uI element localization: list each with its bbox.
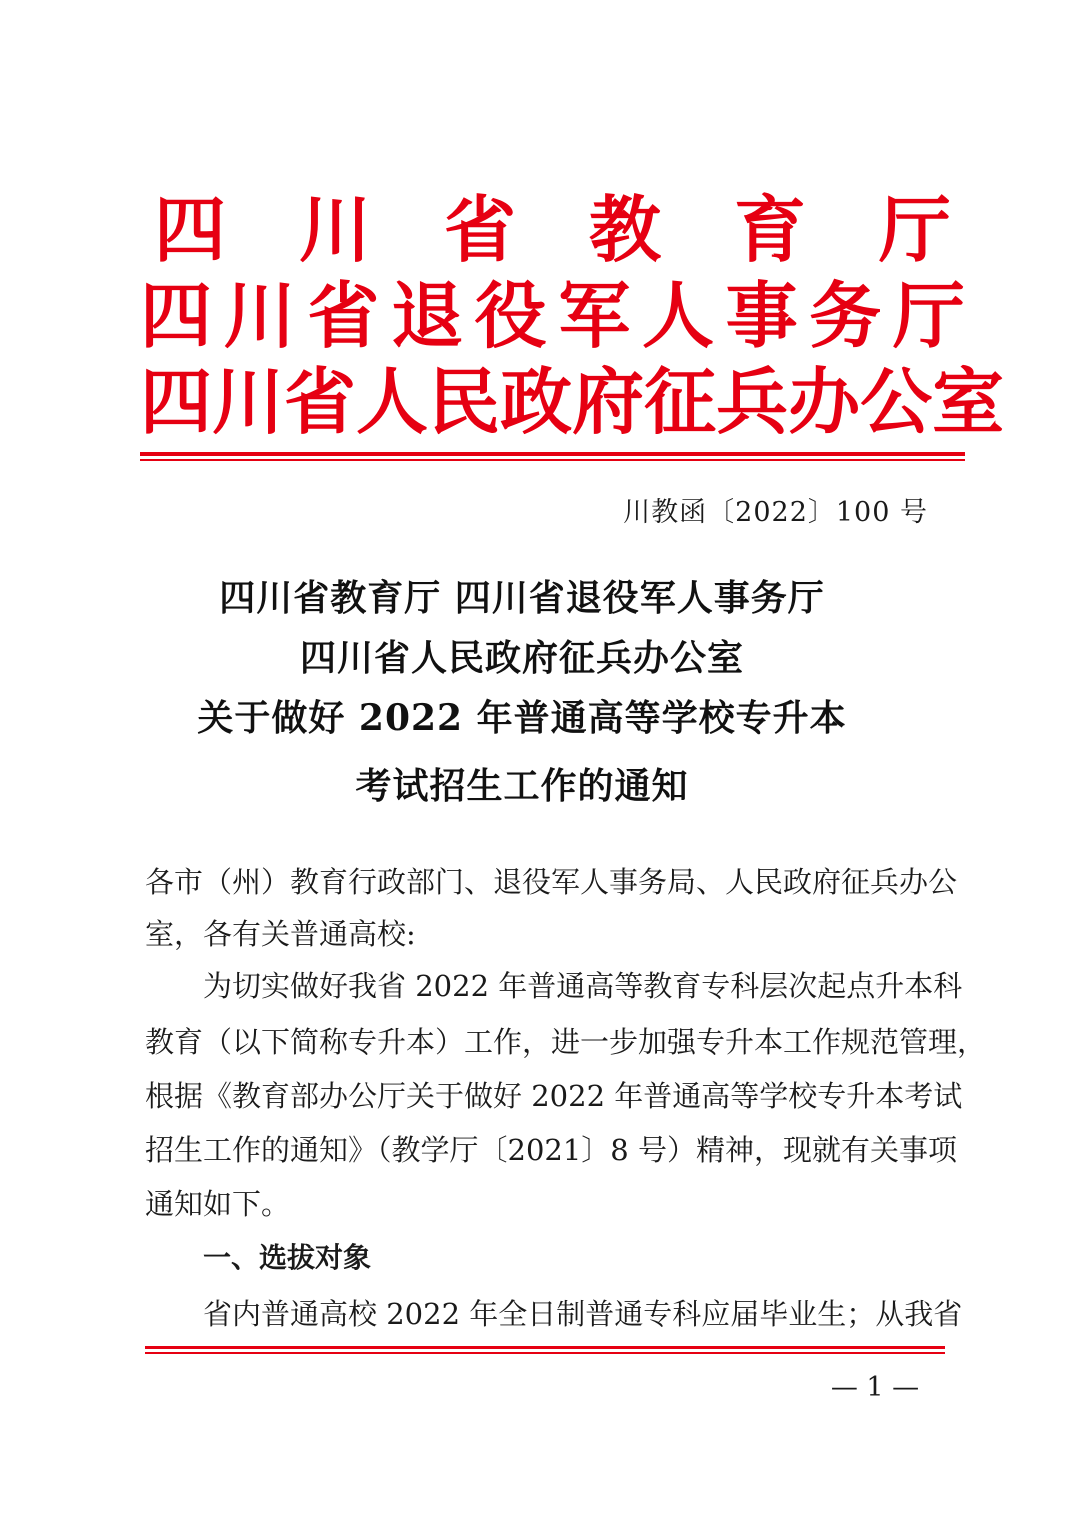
letterhead-char: 室 <box>932 360 1005 444</box>
letterhead-char: 厅 <box>878 188 951 272</box>
letterhead-char: 川 <box>212 360 285 444</box>
letterhead-char: 厅 <box>892 274 965 358</box>
letterhead-char: 人 <box>641 274 714 358</box>
letterhead-char: 军 <box>558 274 631 358</box>
letterhead-divider-thin <box>140 459 965 461</box>
letterhead-char: 公 <box>860 360 933 444</box>
body-text-line: 招生工作的通知》（教学厅〔2021〕8 号）精神，现就有关事项 <box>145 1133 957 1167</box>
title-line-1: 四川省教育厅 四川省退役军人事务厅 <box>219 577 825 619</box>
body-text-line: 为切实做好我省 2022 年普通高等教育专科层次起点升本科 <box>203 969 963 1003</box>
body-text-line: 教育（以下简称专升本）工作，进一步加强专升本工作规范管理， <box>145 1025 987 1059</box>
letterhead-line-1 <box>140 188 965 272</box>
letterhead-char: 办 <box>788 360 861 444</box>
letterhead-line-3 <box>140 360 1005 444</box>
document-number: 川教函〔2022〕100 号 <box>623 497 928 528</box>
letterhead-char: 四 <box>140 360 213 444</box>
letterhead-char: 务 <box>809 274 882 358</box>
letterhead-char: 役 <box>474 274 547 358</box>
letterhead-char: 省 <box>284 360 357 444</box>
letterhead-char: 教 <box>588 188 661 272</box>
letterhead-char: 民 <box>428 360 501 444</box>
letterhead-char: 兵 <box>716 360 789 444</box>
letterhead-char: 政 <box>500 360 573 444</box>
body-text-line: 省内普通高校 2022 年全日制普通专科应届毕业生；从我省 <box>203 1297 963 1331</box>
letterhead-char: 四 <box>154 188 227 272</box>
body-text-line: 各市（州）教育行政部门、退役军人事务局、人民政府征兵办公 <box>145 865 958 899</box>
letterhead-char: 川 <box>223 274 296 358</box>
page-number: — 1 — <box>830 1372 920 1403</box>
letterhead-char: 事 <box>725 274 798 358</box>
letterhead-line-2 <box>140 274 965 358</box>
letterhead-char: 四 <box>140 274 213 358</box>
body-text-line: 室，各有关普通高校: <box>145 917 416 951</box>
title-line-2: 四川省人民政府征兵办公室 <box>299 637 744 679</box>
title-line-4: 考试招生工作的通知 <box>355 765 689 807</box>
letterhead-char: 川 <box>298 188 371 272</box>
letterhead-char: 育 <box>733 188 806 272</box>
footer-divider-thick <box>145 1346 945 1349</box>
letterhead-char: 退 <box>390 274 463 358</box>
title-line-3: 关于做好 2022 年普通高等学校专升本 <box>197 697 847 739</box>
body-text-line: 通知如下。 <box>145 1187 291 1221</box>
letterhead-char: 省 <box>443 188 516 272</box>
body-text-line: 根据《教育部办公厅关于做好 2022 年普通高等学校专升本考试 <box>145 1079 963 1113</box>
letterhead-char: 征 <box>644 360 717 444</box>
letterhead-char: 人 <box>356 360 429 444</box>
footer-divider-thin <box>145 1352 945 1354</box>
letterhead-char: 省 <box>307 274 380 358</box>
letterhead-divider-thick <box>140 452 965 456</box>
letterhead-char: 府 <box>572 360 645 444</box>
section-heading: 一、选拔对象 <box>203 1241 372 1274</box>
